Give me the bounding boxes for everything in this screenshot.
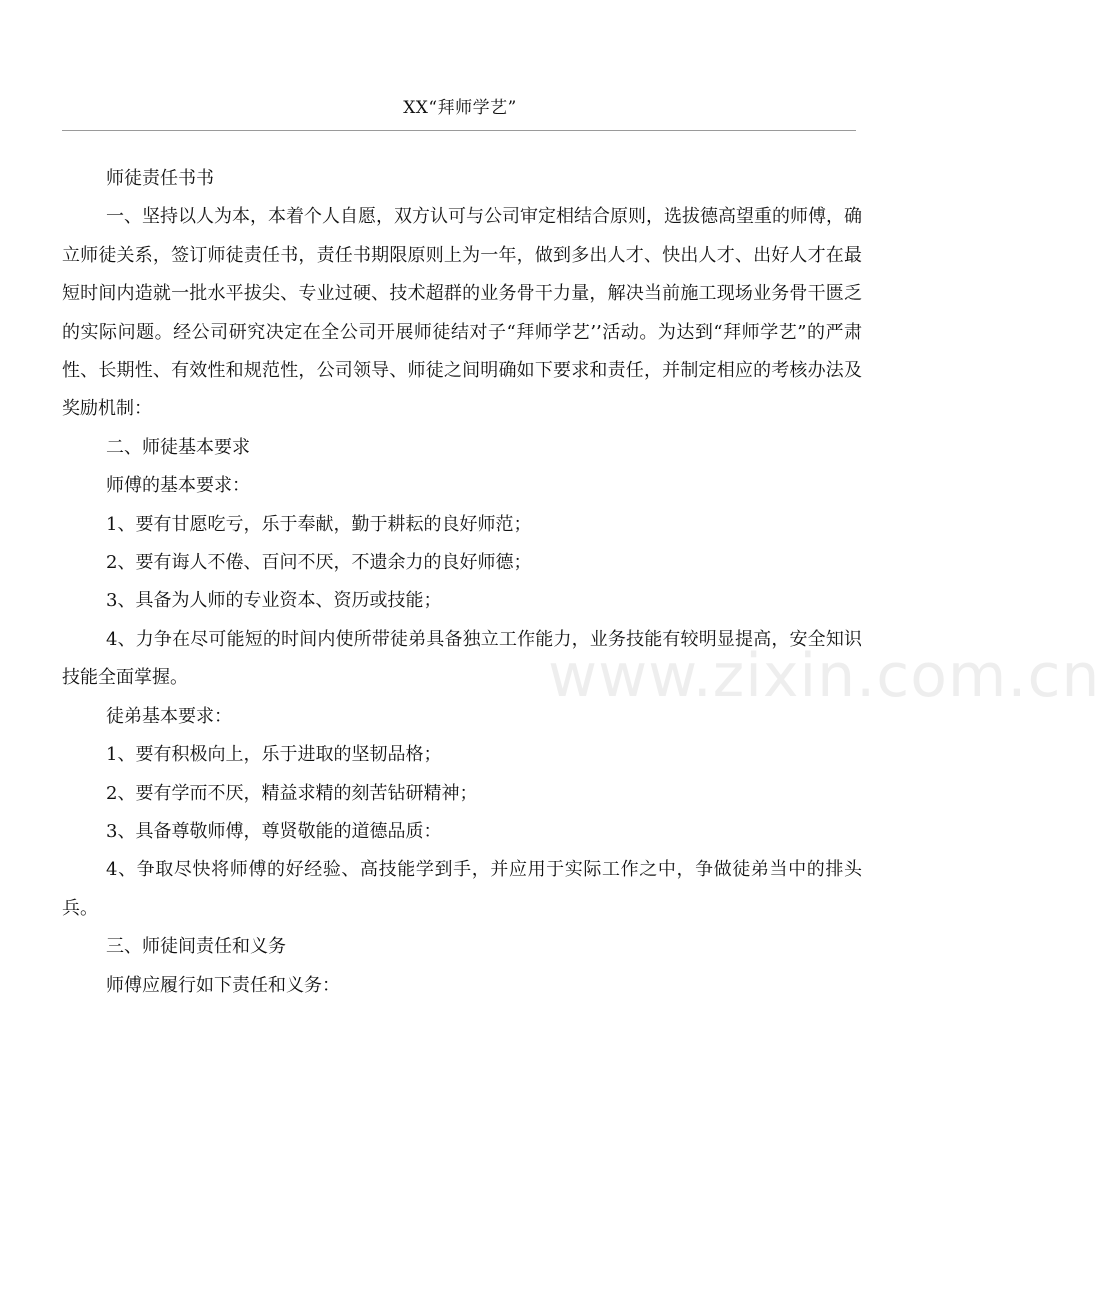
master-requirement-item: 3、具备为人师的专业资本、资历或技能；	[106, 590, 442, 612]
section-heading-duties: 三、师徒间责任和义务	[106, 936, 286, 958]
page-title: XX“拜师学艺”	[403, 98, 517, 118]
apprentice-requirement-item: 3、具备尊敬师傅，尊贤敬能的道德品质：	[106, 820, 442, 842]
paragraph-principle: 一、坚持以人为本，本着个人自愿，双方认可与公司审定相结合原则，选拔德高望重的师傅，确立师徒关系，签订师徒责任书，责任书期限原则上为一年，做到多出人才、快出人才、出好人才在最短时间内造就一批水平拔尖、专业过硬、技术超群的业务骨干力量，解决当前施工现场业务骨干匮乏的实际问题。经公司研究决定在全公司开展师徒结对子“拜师学艺’’活动。为达到“拜师学艺”的严肃性、长期性、有效性和规范性，公司领导、师徒之间明确如下要求和责任，并制定相应的考核办法及奖励机制：	[62, 206, 862, 420]
master-requirements-heading: 师傅的基本要求：	[106, 475, 250, 497]
master-requirement-item: 2、要有诲人不倦、百问不厌，不遗余力的良好师德；	[106, 552, 532, 574]
apprentice-requirement-item: 1、要有积极向上，乐于进取的坚韧品格；	[106, 744, 442, 766]
apprentice-requirement-item: 4、争取尽快将师傅的好经验、高技能学到手，并应用于实际工作之中，争做徒弟当中的排头兵。	[62, 859, 862, 919]
section-heading-basic-requirements: 二、师徒基本要求	[106, 436, 250, 458]
master-duties-heading: 师傅应履行如下责任和义务：	[106, 974, 340, 996]
master-requirement-item: 1、要有甘愿吃亏，乐于奉献，勤于耕耘的良好师范；	[106, 513, 532, 535]
section-heading-responsibility-book: 师徒责任书书	[106, 168, 214, 189]
master-requirement-item: 4、力争在尽可能短的时间内使所带徒弟具备独立工作能力，业务技能有较明显提高，安全知识技能全面掌握。	[62, 628, 862, 689]
apprentice-requirements-heading: 徒弟基本要求：	[106, 705, 232, 727]
document-body	[62, 160, 862, 1005]
watermark: www.zixin.com.cn	[548, 641, 1100, 711]
header-divider	[62, 130, 856, 131]
apprentice-requirement-item: 2、要有学而不厌，精益求精的刻苦钻研精神；	[106, 782, 478, 804]
